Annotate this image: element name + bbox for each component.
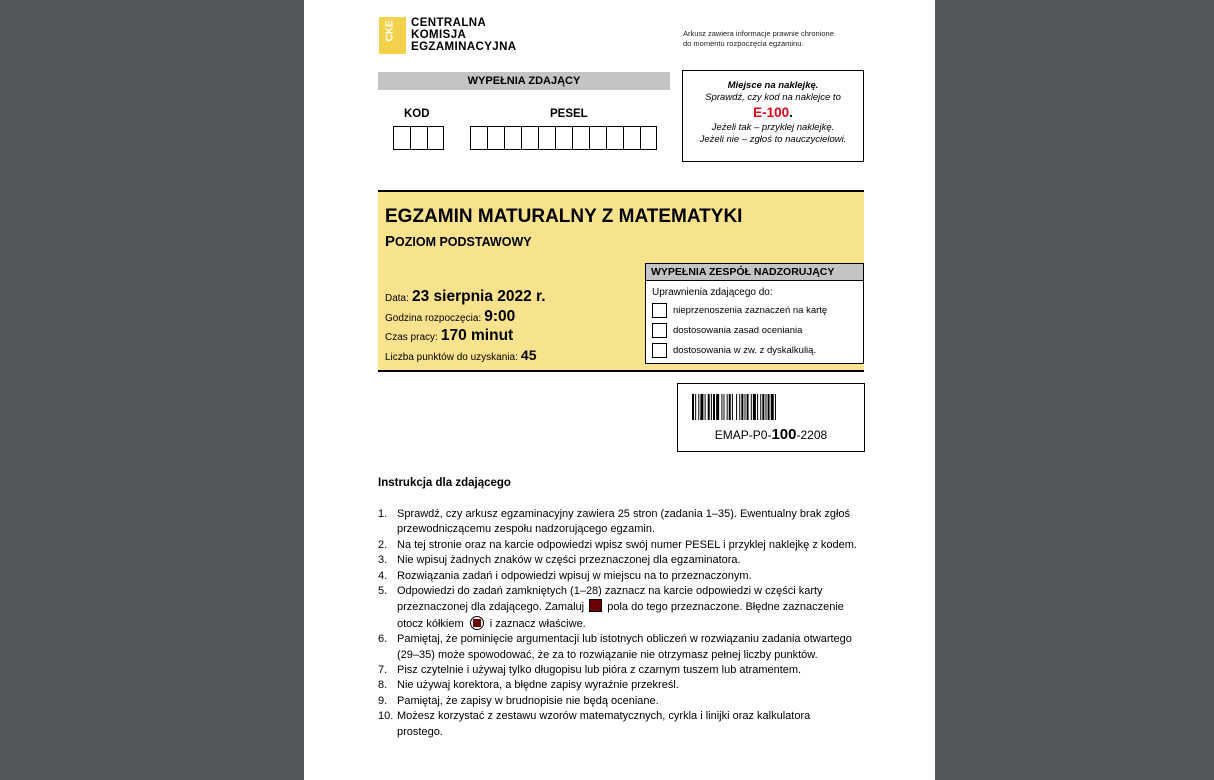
barcode-bar (692, 394, 694, 420)
instructions-title: Instrukcja dla zdającego (378, 477, 511, 489)
logo-line-3: EGZAMINACYJNA (411, 41, 517, 53)
item-text (397, 584, 858, 632)
team-option-label: dostosowania w zw. z dyskalkulią. (673, 344, 817, 356)
barcode-bar (732, 394, 733, 420)
digit-cell[interactable] (410, 126, 427, 150)
item-number: 3. (378, 554, 388, 567)
item-number: 9. (378, 694, 388, 707)
legal-notice-line-2: do momentu rozpoczęcia egzaminu. (683, 39, 804, 48)
exam-date-value: 23 sierpnia 2022 r. (411, 288, 546, 305)
list-item (378, 538, 858, 553)
digit-cell[interactable] (538, 126, 555, 150)
checkbox[interactable] (652, 303, 667, 318)
cke-logo-icon (379, 17, 406, 54)
barcode-bar (762, 394, 764, 420)
barcode-bar (753, 394, 756, 420)
barcode-bar (745, 394, 746, 420)
item-text: Nie wpisuj żadnych znaków w części przeznaczonej dla egzaminatora. (397, 554, 741, 567)
barcode-bar (698, 394, 699, 420)
item-number: 6. (378, 633, 388, 646)
list-item (378, 632, 858, 663)
digit-cell[interactable] (521, 126, 538, 150)
barcode-bar (760, 394, 761, 420)
barcode-bar (741, 394, 743, 420)
digit-cell[interactable] (589, 126, 606, 150)
item-text: Sprawdź, czy arkusz egzaminacyjny zawiera 25 stron (zadania 1–35). Ewentualny brak zgłoś przewodniczącemu zespołu nadzorującego egzamin. (397, 508, 851, 536)
barcode-bar (736, 394, 737, 420)
item-number: 8. (378, 679, 388, 692)
digit-cell[interactable] (640, 126, 657, 150)
digit-cell[interactable] (427, 126, 444, 150)
barcode-bar (766, 394, 767, 420)
item-text: Pamiętaj, że pominięcie argumentacji lub istotnych obliczeń w rozwiązaniu zadania otwartego (29–35) może spowodować, że za to rozwiązanie nie otrzymasz pełnej liczby punktów. (397, 633, 852, 661)
sticker-placeholder (682, 70, 864, 162)
digit-cell[interactable] (572, 126, 589, 150)
barcode-bar (700, 394, 703, 420)
exam-points (385, 347, 537, 363)
exam-points-value: 45 (520, 347, 537, 363)
document-page (304, 0, 935, 780)
item-text: Nie używaj korektora, a błędne zapisy wyraźnie przekreśl. (397, 679, 679, 692)
item-text: Pisz czytelnie i używaj tylko długopisu lub pióra z czarnym tuszem lub atramentem. (397, 664, 802, 677)
item-number: 4. (378, 569, 388, 582)
kod-field[interactable] (393, 126, 444, 150)
barcode-bar (729, 394, 731, 420)
item-text: Możesz korzystać z zestawu wzorów matematycznych, cyrkla i linijki oraz kalkulatora prostego. (397, 710, 811, 738)
barcode-bar (747, 394, 749, 420)
list-item (378, 663, 858, 678)
exam-level (385, 233, 532, 250)
team-option (646, 300, 863, 320)
item-number: 7. (378, 664, 388, 677)
barcode-bar (708, 394, 710, 420)
team-subtitle: Uprawnienia zdającego do: (652, 287, 773, 298)
item-text-part: pola do tego przeznaczone. Błędne zaznaczenie otocz kółkiem (397, 601, 844, 630)
barcode-bar (713, 394, 715, 420)
team-header: WYPEŁNIA ZESPÓŁ NADZORUJĄCY (646, 264, 863, 281)
barcode-bar (721, 394, 722, 420)
exam-duration-label: Czas pracy: (385, 332, 438, 343)
instructions-list (378, 507, 858, 740)
item-text: Na tej stronie oraz na karcie odpowiedzi wpisz swój numer PESEL i przyklej naklejkę z kodem. (397, 538, 857, 551)
sticker-code (683, 104, 863, 122)
digit-cell[interactable] (393, 126, 410, 150)
barcode-prefix: EMAP-P0- (714, 428, 772, 442)
list-item (378, 507, 858, 538)
barcode-bar (695, 394, 696, 420)
pesel-field[interactable] (470, 126, 657, 150)
logo-mark-text: CKE (384, 20, 396, 42)
circled-square-icon (470, 616, 484, 630)
item-number: 1. (378, 508, 388, 520)
barcode-suffix: -2208 (796, 428, 828, 442)
barcode-bar (711, 394, 712, 420)
item-text-part: Odpowiedzi do zadań zamkniętych (1–28) zaznacz na karcie odpowiedzi w części karty przeznaczonej dla zdającego. Zamaluj (397, 585, 823, 614)
barcode-icon (692, 394, 852, 420)
sticker-code-suffix: . (789, 105, 793, 120)
digit-cell[interactable] (487, 126, 504, 150)
exam-duration (385, 327, 513, 345)
list-item (378, 709, 858, 740)
barcode-bar (775, 394, 776, 420)
kod-label: KOD (404, 108, 430, 120)
exam-date-label: Data: (385, 293, 409, 304)
list-item (378, 694, 858, 709)
logo-line-1: CENTRALNA (411, 17, 487, 29)
exam-start-value: 9:00 (484, 308, 516, 325)
filled-square-icon (589, 599, 602, 612)
digit-cell[interactable] (623, 126, 640, 150)
logo-line-2: KOMISJA (411, 29, 467, 41)
sticker-instruction: Sprawdź, czy kod na naklejce to (705, 92, 841, 103)
digit-cell[interactable] (470, 126, 487, 150)
exam-level-rest: OZIOM PODSTAWOWY (395, 235, 532, 249)
item-text: Pamiętaj, że zapisy w brudnopisie nie będą oceniane. (397, 694, 659, 707)
barcode-box (677, 383, 865, 452)
item-number: 2. (378, 538, 388, 551)
item-number: 5. (378, 585, 388, 598)
item-number: 10. (378, 710, 394, 723)
barcode-bar (727, 394, 728, 420)
team-option-label: nieprzenoszenia zaznaczeń na kartę (673, 304, 828, 316)
exam-points-label: Liczba punktów do uzyskania: (385, 352, 518, 363)
sticker-no-line: Jeżeli nie – zgłoś to nauczycielowi. (699, 134, 847, 145)
list-item (378, 553, 858, 568)
team-option-label: dostosowania zasad oceniania (673, 324, 803, 336)
pesel-label: PESEL (550, 108, 588, 120)
item-text: Rozwiązania zadań i odpowiedzi wpisuj w miejscu na to przeznaczonym. (397, 569, 752, 582)
sticker-title: Miejsce na naklejkę. (727, 80, 819, 91)
item-text-part: i zaznacz właściwe. (489, 617, 586, 630)
exam-level-cap: P (385, 233, 396, 250)
legal-notice-line-1: Arkusz zawiera informacje prawnie chronione (683, 29, 834, 38)
team-option (646, 340, 863, 360)
barcode-bar (768, 394, 770, 420)
sticker-yes-line: Jeżeli tak – przyklej naklejkę. (711, 122, 835, 133)
legal-notice (683, 29, 834, 49)
digit-cell[interactable] (504, 126, 521, 150)
logo-text (411, 17, 517, 53)
checkbox[interactable] (652, 323, 667, 338)
barcode-bar (724, 394, 725, 420)
exam-duration-value: 170 minut (440, 327, 514, 344)
digit-cell[interactable] (606, 126, 623, 150)
team-option (646, 320, 863, 340)
checkbox[interactable] (652, 343, 667, 358)
barcode-code (678, 426, 864, 443)
digit-cell[interactable] (555, 126, 572, 150)
supervising-team-box (645, 263, 864, 364)
barcode-bar (771, 394, 774, 420)
barcode-bold: 100 (771, 426, 797, 443)
sticker-code-value: E-100 (753, 105, 790, 120)
exam-date (385, 288, 546, 306)
barcode-bar (716, 394, 719, 420)
barcode-bar (739, 394, 740, 420)
exam-title: EGZAMIN MATURALNY Z MATEMATYKI (385, 206, 743, 227)
exam-start-label: Godzina rozpoczęcia: (385, 313, 482, 324)
list-item (378, 584, 858, 632)
candidate-section-header: WYPEŁNIA ZDAJĄCY (378, 72, 670, 90)
list-item (378, 569, 858, 584)
barcode-bar (751, 394, 752, 420)
list-item (378, 678, 858, 693)
exam-start-time (385, 308, 515, 326)
barcode-bar (705, 394, 706, 420)
barcode-bar (757, 394, 758, 420)
